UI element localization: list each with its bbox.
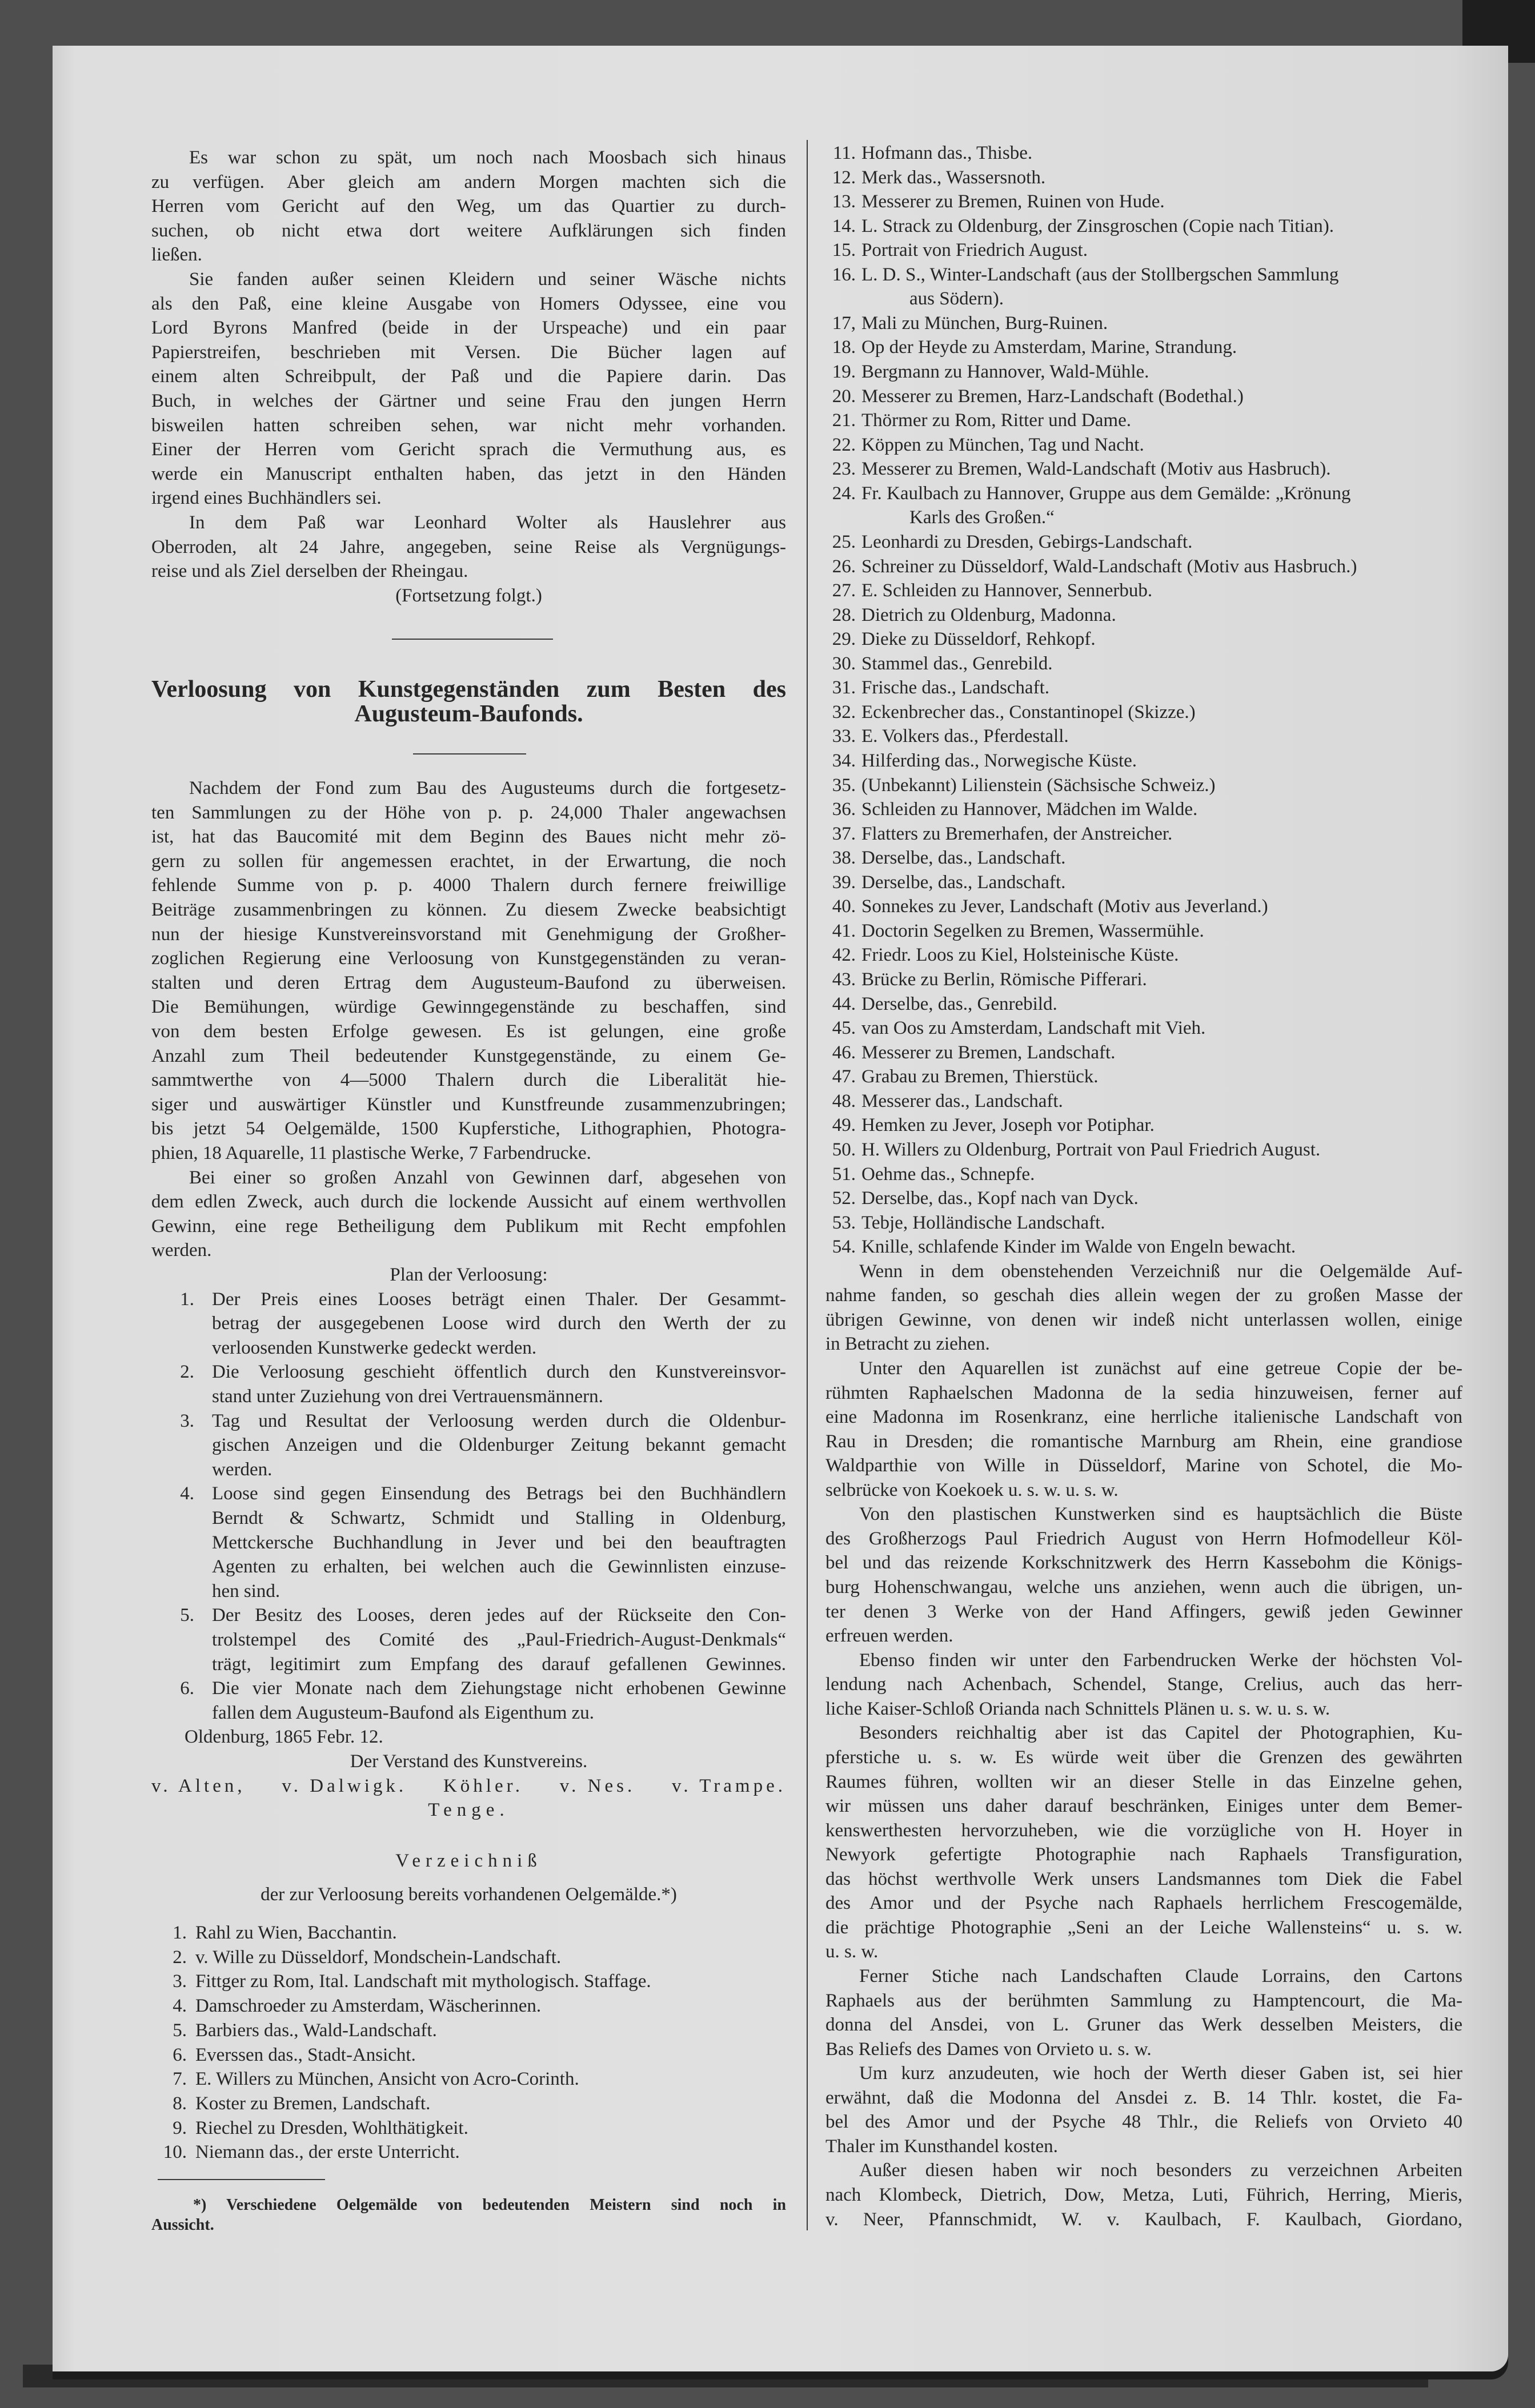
paragraph-line: zoglichen Regierung eine Verloosung von Kunstgegenständen zu veran-: [151, 948, 786, 969]
list-item-text: Flatters zu Bremerhafen, der Anstreicher.: [861, 823, 1173, 844]
list-item-text: Everssen das., Stadt-Ansicht.: [195, 2044, 416, 2065]
list-item-text: Friedr. Loos zu Kiel, Holsteinische Küste.: [861, 945, 1179, 966]
list-item-text: Messerer zu Bremen, Harz-Landschaft (Bodethal.): [861, 386, 1244, 407]
paragraph-line: erwähnt, daß die Modonna del Ansdei z. B. 14 Thlr. kostet, die Fa-: [825, 2087, 1462, 2108]
paragraph-line: rühmten Raphaelschen Madonna de la sedia hinzuweisen, ferner auf: [825, 1382, 1462, 1403]
plan-item-line: trolstempel des Comité des „Paul-Friedrich-August-Denkmals“: [212, 1630, 786, 1650]
paragraph-line: siger und auswärtiger Künstler und Kunstfreunde zusammenzubringen;: [151, 1094, 786, 1115]
list-item-text: Mali zu München, Burg-Ruinen.: [861, 312, 1108, 334]
footnote-rule: [158, 2179, 325, 2180]
plan-item-line: fallen dem Augusteum-Baufond als Eigenthum zu.: [212, 1702, 595, 1723]
plan-item-line: Der Preis eines Looses beträgt einen Thaler. Der Gesammt-: [212, 1289, 786, 1310]
list-item-text: (Unbekannt) Lilienstein (Sächsische Schweiz.): [861, 774, 1216, 796]
paragraph-line: bis jetzt 54 Oelgemälde, 1500 Kupferstiche, Lithographien, Photogra-: [151, 1118, 786, 1139]
list-item-number: 36.: [832, 799, 856, 820]
paragraph-line: phien, 18 Aquarelle, 11 plastische Werke, 7 Farbendrucke.: [151, 1143, 591, 1163]
list-item-text: Hemken zu Jever, Joseph vor Potiphar.: [861, 1115, 1155, 1136]
plan-item-line: Tag und Resultat der Verloosung werden durch die Oldenbur-: [212, 1410, 786, 1431]
plan-item-number: 4.: [180, 1483, 194, 1504]
list-title: Verzeichniß: [395, 1851, 542, 1871]
paragraph-line: werden.: [151, 1240, 212, 1261]
paragraph-line: reise und als Ziel derselben der Rheingau.: [151, 561, 468, 582]
list-item-number: 19.: [832, 362, 856, 383]
plan-item-number: 6.: [180, 1678, 194, 1699]
list-item-text: Derselbe, das., Landschaft.: [861, 872, 1066, 893]
list-item-number: 7.: [173, 2069, 187, 2090]
signatory-name: v. Alten,: [151, 1775, 246, 1796]
list-item-number: 37.: [832, 823, 856, 844]
list-item-number: 45.: [832, 1018, 856, 1039]
paragraph-line: Wenn in dem obenstehenden Verzeichniß nur die Oelgemälde Auf-: [859, 1261, 1462, 1282]
paragraph-line: kenswerthesten hervorzuheben, wie die vorzügliche von H. Hoyer in: [825, 1820, 1462, 1841]
plan-item-line: stand unter Zuziehung von drei Vertrauensmännern.: [212, 1386, 603, 1407]
list-item-text: Frische das., Landschaft.: [861, 677, 1049, 699]
list-item-number: 51.: [832, 1163, 856, 1185]
plan-item-line: Agenten zu erhalten, bei welchen auch die Gewinnlisten einzuse-: [212, 1556, 786, 1578]
list-item-number: 15.: [832, 240, 856, 261]
section-separator: [392, 639, 553, 640]
paragraph-line: In dem Paß war Leonhard Wolter als Hauslehrer aus: [189, 512, 786, 533]
paragraph-line: erfreuen werden.: [825, 1626, 953, 1647]
footnote-line: Aussicht.: [151, 2216, 214, 2234]
paragraph-line: Ebenso finden wir unter den Farbendrucken Werke der höchsten Vol-: [859, 1650, 1462, 1671]
list-item-text: Riechel zu Dresden, Wohlthätigkeit.: [195, 2117, 468, 2138]
plan-item-line: Die Verloosung geschieht öffentlich durch den Kunstvereinsvor-: [212, 1362, 786, 1383]
list-item-number: 5.: [173, 2020, 187, 2041]
paragraph-line: Anzahl zum Theil bedeutender Kunstgegenstände, zu einem Ge-: [151, 1045, 786, 1066]
list-item-number: 35.: [832, 774, 856, 796]
paragraph-line: Sie fanden außer seinen Kleidern und seiner Wäsche nichts: [189, 269, 786, 290]
section-separator: [413, 753, 526, 754]
list-item-text: Leonhardi zu Dresden, Gebirgs-Landschaft.: [861, 531, 1193, 552]
plan-item-line: Die vier Monate nach dem Ziehungstage nicht erhobenen Gewinne: [212, 1678, 786, 1699]
signatory-name: Köhler.: [443, 1775, 524, 1796]
list-item-text: Koster zu Bremen, Landschaft.: [195, 2093, 431, 2114]
signatory-name: v. Dalwigk.: [282, 1775, 407, 1796]
paragraph-line: als den Paß, eine kleine Ausgabe von Homers Odyssee, eine vou: [151, 293, 786, 314]
paragraph-line: ist, hat das Baucomité mit dem Beginn des Baues nicht mehr zö-: [151, 826, 786, 848]
list-item-number: 53.: [832, 1212, 856, 1233]
list-item-number: 34.: [832, 751, 856, 771]
paragraph-line: Papierstreifen, beschrieben mit Versen. Die Bücher lagen auf: [151, 342, 786, 363]
list-item-number: 49.: [832, 1115, 856, 1136]
list-item-text: Barbiers das., Wald-Landschaft.: [195, 2020, 437, 2041]
list-item-text: Messerer zu Bremen, Ruinen von Hude.: [861, 191, 1165, 212]
list-item-text: Derselbe, das., Landschaft.: [861, 848, 1066, 869]
paragraph-line: ter denen 3 Werke von der Hand Affingers, gewiß jeden Gewinner: [825, 1601, 1462, 1622]
list-item-number: 21.: [832, 410, 856, 431]
list-item-text: Thörmer zu Rom, Ritter und Dame.: [861, 410, 1131, 431]
list-item-number: 24.: [832, 483, 856, 504]
paragraph-line: Es war schon zu spät, um noch nach Moosbach sich hinaus: [189, 147, 786, 168]
paragraph-line: bisweilen hatten schreiben sehen, war nicht mehr vorhanden.: [151, 415, 786, 436]
paragraph-line: fehlende Summe von p. p. 4000 Thalern durch fernere freiwillige: [151, 875, 786, 896]
list-item-number: 46.: [832, 1042, 856, 1063]
list-item-text: Fr. Kaulbach zu Hannover, Gruppe aus dem Gemälde: „Krönung: [861, 483, 1351, 504]
list-item-number: 33.: [832, 726, 856, 747]
list-item-number: 17,: [832, 312, 856, 334]
list-item-number: 41.: [832, 920, 856, 941]
list-item-text: Derselbe, das., Kopf nach van Dyck.: [861, 1188, 1139, 1209]
list-item-number: 28.: [832, 604, 856, 625]
paragraph-line: in Betracht zu ziehen.: [825, 1334, 990, 1355]
plan-item-number: 2.: [180, 1362, 194, 1383]
list-item-text: Fittger zu Rom, Ital. Landschaft mit mythologisch. Staffage.: [195, 1971, 651, 1992]
paragraph-line: Unter den Aquarellen ist zunächst auf eine getreue Copie der be-: [859, 1358, 1462, 1379]
list-item-number: 13.: [832, 191, 856, 212]
plan-item-line: Berndt & Schwartz, Schmidt und Stalling in Oldenburg,: [212, 1508, 786, 1528]
paragraph-line: dem edlen Zweck, auch durch die lockende Aussicht auf einem werthvollen: [151, 1191, 786, 1213]
paragraph-line: des Großherzogs Paul Friedrich August von Herrn Hofmodelleur Köl-: [825, 1528, 1462, 1549]
list-item-number: 10.: [163, 2142, 187, 2163]
list-item-text: E. Volkers das., Pferdestall.: [861, 726, 1069, 747]
list-item-text: Derselbe, das., Genrebild.: [861, 993, 1057, 1014]
footnote-line: *) Verschiedene Oelgemälde von bedeutenden Meistern sind noch in: [193, 2196, 786, 2214]
list-item-number: 11.: [832, 143, 856, 163]
paragraph-line: werde ein Manuscript enthalten haben, das jetzt in den Händen: [151, 463, 786, 484]
signatory-heading: Der Verstand des Kunstvereins.: [350, 1751, 588, 1772]
list-item-number: 50.: [832, 1139, 856, 1160]
paragraph-line: liche Kaiser-Schloß Orianda nach Schnittels Plänen u. s. w. u. s. w.: [825, 1698, 1330, 1719]
list-item-number: 40.: [832, 896, 856, 917]
plan-item-line: Loose sind gegen Einsendung des Betrags bei den Buchhändlern: [212, 1483, 786, 1504]
paragraph-line: Thaler im Kunsthandel kosten.: [825, 2136, 1058, 2157]
paragraph-line: von dem besten Erfolge gewesen. Es ist gelungen, eine große: [151, 1021, 786, 1042]
paragraph-line: Rau in Dresden; die romantische Marnburg am Rhein, eine grandiose: [825, 1431, 1462, 1452]
list-item-number: 27.: [832, 580, 856, 601]
list-item-text: Doctorin Segelken zu Bremen, Wassermühle.: [861, 920, 1204, 941]
article-title: Verloosung von Kunstgegenständen zum Besten des: [151, 676, 786, 703]
list-item-text: Niemann das., der erste Unterricht.: [195, 2142, 460, 2163]
plan-item-line: gischen Anzeigen und die Oldenburger Zeitung bekannt gemacht: [212, 1435, 786, 1456]
list-item-text: v. Wille zu Düsseldorf, Mondschein-Landschaft.: [195, 1947, 562, 1968]
paragraph-line: Nachdem der Fond zum Bau des Augusteums durch die fortgesetz-: [189, 778, 786, 798]
list-item-number: 3.: [173, 1971, 187, 1992]
list-item-text: Op der Heyde zu Amsterdam, Marine, Strandung.: [861, 337, 1237, 358]
paragraph-line: nahme fanden, so geschah dies allein wegen der zu großen Masse der: [825, 1285, 1462, 1306]
list-item-number: 18.: [832, 337, 856, 358]
list-item-text: Knille, schlafende Kinder im Walde von Engeln bewacht.: [861, 1237, 1296, 1258]
list-item-text: Hofmann das., Thisbe.: [861, 143, 1033, 163]
list-item-number: 4.: [173, 1996, 187, 2017]
list-item-text: Sonnekes zu Jever, Landschaft (Motiv aus Jeverland.): [861, 896, 1268, 917]
list-item-text: Hilferding das., Norwegische Küste.: [861, 751, 1137, 771]
paragraph-line: irgend eines Buchhändlers sei.: [151, 488, 382, 509]
paragraph-line: eine Madonna im Rosenkranz, eine herrliche italienische Landschaft von: [825, 1407, 1462, 1428]
list-item-text: L. Strack zu Oldenburg, der Zinsgroschen (Copie nach Titian).: [861, 215, 1334, 236]
list-item-number: 2.: [173, 1947, 187, 1968]
list-item-number: 47.: [832, 1066, 856, 1087]
paragraph-line: u. s. w.: [825, 1941, 879, 1962]
list-item-number: 6.: [173, 2044, 187, 2065]
list-item-number: 32.: [832, 701, 856, 723]
paragraph-line: wir müssen uns daher darauf beschränken, Einiges unter dem Bemer-: [825, 1796, 1462, 1817]
list-item-number: 42.: [832, 945, 856, 966]
paragraph-line: die prächtige Photographie „Seni an der Leiche Wallensteins“ u. s. w.: [825, 1917, 1462, 1938]
list-item-text: Messerer zu Bremen, Landschaft.: [861, 1042, 1116, 1063]
list-item-text: Schreiner zu Düsseldorf, Wald-Landschaft (Motiv aus Hasbruch.): [861, 556, 1357, 577]
list-item-text: Köppen zu München, Tag und Nacht.: [861, 434, 1144, 455]
paragraph-line: übrigen Gewinne, von denen wir indeß nicht unterlassen wollen, einige: [825, 1309, 1462, 1330]
plan-item-number: 5.: [180, 1605, 194, 1626]
list-item-number: 9.: [173, 2117, 187, 2138]
continuation-note: (Fortsetzung folgt.): [395, 585, 542, 606]
list-item-number: 52.: [832, 1188, 856, 1209]
list-item-number: 39.: [832, 872, 856, 893]
list-item-number: 31.: [832, 677, 856, 699]
paragraph-line: donna del Ansdei, von L. Gruner das Werk desselben Meisters, die: [825, 2014, 1462, 2036]
article-title: Augusteum-Baufonds.: [354, 701, 583, 727]
list-item-text: aus Södern).: [909, 288, 1004, 310]
paragraph-line: ten Sammlungen zu der Höhe von p. p. 24,000 Thaler angewachsen: [151, 802, 786, 823]
paragraph-line: Herren vom Gericht auf den Weg, um das Quartier zu durch-: [151, 196, 786, 217]
plan-item-number: 3.: [180, 1410, 194, 1431]
plan-item-line: verloosenden Kunstwerke gedeckt werden.: [212, 1337, 537, 1358]
list-item-text: van Oos zu Amsterdam, Landschaft mit Vieh.: [861, 1018, 1206, 1039]
signatory-name: v. Trampe.: [672, 1775, 786, 1796]
signatory-name: Tenge.: [428, 1800, 510, 1821]
list-item-text: Bergmann zu Hannover, Wald-Mühle.: [861, 362, 1149, 383]
list-item-number: 12.: [832, 167, 856, 188]
list-item-text: Grabau zu Bremen, Thierstück.: [861, 1066, 1099, 1087]
list-item-number: 8.: [173, 2093, 187, 2114]
paragraph-line: Beiträge zusammenbringen zu können. Zu diesem Zwecke beabsichtigt: [151, 900, 786, 920]
plan-title: Plan der Verloosung:: [390, 1265, 548, 1285]
list-item-number: 29.: [832, 629, 856, 650]
list-item-text: L. D. S., Winter-Landschaft (aus der Stollbergschen Sammlung: [861, 264, 1339, 285]
paragraph-line: burg Hohenschwangau, welche uns anziehen, wenn auch die übrigen, un-: [825, 1577, 1462, 1598]
paragraph-line: Um kurz anzudeuten, wie hoch der Werth dieser Gaben ist, sei hier: [859, 2063, 1462, 2084]
plan-item-number: 1.: [180, 1289, 194, 1310]
column-divider: [807, 140, 808, 2230]
paragraph-line: bel und das reizende Korkschnitzwerk des Herrn Kassebohm die Königs-: [825, 1552, 1462, 1574]
list-item-number: 16.: [832, 264, 856, 285]
list-item-number: 20.: [832, 386, 856, 407]
list-item-text: Karls des Großen.“: [909, 507, 1055, 528]
paragraph-line: Oberroden, alt 24 Jahre, angegeben, seine Reise als Vergnügungs-: [151, 536, 786, 557]
list-item-text: E. Schleiden zu Hannover, Sennerbub.: [861, 580, 1153, 601]
paragraph-line: einem alten Schreibpult, der Paß und die Papiere darin. Das: [151, 366, 786, 387]
paragraph-line: Lord Byrons Manfred (beide in der Urspeache) und ein paar: [151, 318, 786, 339]
list-item-number: 26.: [832, 556, 856, 577]
list-item-number: 1.: [173, 1923, 187, 1943]
paragraph-line: ließen.: [151, 244, 202, 266]
paragraph-line: des Amor und der Psyche nach Raphaels herrlichem Frescogemälde,: [825, 1893, 1462, 1914]
paragraph-line: pferstiche u. s. w. Es würde weit über die Grenzen des gewährten: [825, 1747, 1462, 1768]
paragraph-line: Raumes führen, wollten wir an dieser Stelle in das Einzelne gehen,: [825, 1771, 1462, 1792]
paragraph-line: Die Bemühungen, würdige Gewinngegenstände zu beschaffen, sind: [151, 997, 786, 1018]
list-item-number: 14.: [832, 215, 856, 236]
list-item-text: Eckenbrecher das., Constantinopel (Skizze.): [861, 701, 1196, 723]
plan-item-line: hen sind.: [212, 1580, 280, 1602]
list-item-number: 22.: [832, 434, 856, 455]
paragraph-line: suchen, ob nicht etwa dort weitere Aufklärungen sich finden: [151, 220, 786, 241]
paragraph-line: zu verfügen. Aber gleich am andern Morgen machten sich die: [151, 171, 786, 192]
list-item-text: Dietrich zu Oldenburg, Madonna.: [861, 604, 1116, 625]
paragraph-line: Von den plastischen Kunstwerken sind es hauptsächlich die Büste: [859, 1504, 1462, 1525]
list-subtitle: der zur Verloosung bereits vorhandenen Oelgemälde.*): [260, 1884, 677, 1905]
list-item-number: 54.: [832, 1237, 856, 1258]
paragraph-line: Bas Reliefs des Dames von Orvieto u. s. w.: [825, 2038, 1152, 2060]
paragraph-line: Raphaels aus der berühmten Sammlung zu Hamptencourt, die Ma-: [825, 1990, 1462, 2011]
paragraph-line: gern zu sollen für angemessen erachtet, in der Erwartung, die noch: [151, 850, 786, 872]
list-item-number: 48.: [832, 1090, 856, 1111]
list-item-text: H. Willers zu Oldenburg, Portrait von Paul Friedrich August.: [861, 1139, 1321, 1160]
list-item-text: Messerer zu Bremen, Wald-Landschaft (Motiv aus Hasbruch).: [861, 459, 1331, 480]
paragraph-line: Einer der Herren vom Gericht sprach die Vermuthung aus, es: [151, 439, 786, 460]
list-item-number: 25.: [832, 531, 856, 552]
paragraph-line: das höchst werthvolle Werk unsers Landsmannes tom Diek die Fabel: [825, 1868, 1462, 1889]
paragraph-line: selbrücke von Koekoek u. s. w. u. s. w.: [825, 1479, 1119, 1500]
paragraph-line: stalten und deren Ertrag dem Augusteum-Baufond zu überweisen.: [151, 972, 786, 993]
list-item-number: 23.: [832, 459, 856, 480]
paragraph-line: Gewinn, eine rege Betheiligung dem Publikum mit Recht empfohlen: [151, 1215, 786, 1237]
plan-item-line: trägt, legitimirt zum Empfang des darauf gefallenen Gewinnes.: [212, 1654, 786, 1675]
paragraph-line: Newyork gefertigte Photographie nach Raphaels Transfiguration,: [825, 1844, 1462, 1865]
paragraph-line: nach Klombeck, Dietrich, Dow, Metza, Luti, Führich, Herring, Mieris,: [825, 2185, 1462, 2206]
list-item-text: Brücke zu Berlin, Römische Pifferari.: [861, 969, 1147, 990]
dateline: Oldenburg, 1865 Febr. 12.: [185, 1727, 383, 1748]
list-item-number: 38.: [832, 848, 856, 869]
list-item-number: 30.: [832, 653, 856, 674]
paragraph-line: Besonders reichhaltig aber ist das Capitel der Photographien, Ku-: [859, 1723, 1462, 1744]
paragraph-line: Waldparthie von Wille in Düsseldorf, Marine von Schotel, die Mo-: [825, 1455, 1462, 1476]
list-item-text: E. Willers zu München, Ansicht von Acro-Corinth.: [195, 2069, 579, 2090]
paragraph-line: nun der hiesige Kunstvereinsvorstand mit Genehmigung der Großher-: [151, 924, 786, 945]
list-item-text: Damschroeder zu Amsterdam, Wäscherinnen.: [195, 1996, 542, 2017]
signatories: [151, 1772, 786, 1800]
paragraph-line: lendung nach Achenbach, Schendel, Stange, Crelius, auch das herr-: [825, 1674, 1462, 1695]
paragraph-line: Ferner Stiche nach Landschaften Claude Lorrains, den Cartons: [859, 1966, 1462, 1986]
list-item-text: Schleiden zu Hannover, Mädchen im Walde.: [861, 799, 1198, 820]
plan-item-line: Der Besitz des Looses, deren jedes auf der Rückseite den Con-: [212, 1605, 786, 1626]
paragraph-line: Buch, in welches der Gärtner und seine Frau den jungen Herrn: [151, 391, 786, 411]
list-item-text: Messerer das., Landschaft.: [861, 1090, 1063, 1111]
list-item-text: Merk das., Wassersnoth.: [861, 167, 1046, 188]
plan-item-line: Mettckersche Buchhandlung in Jever und bei den beauftragten: [212, 1532, 786, 1553]
list-item-text: Tebje, Holländische Landschaft.: [861, 1212, 1105, 1233]
list-item-text: Rahl zu Wien, Bacchantin.: [195, 1923, 397, 1943]
list-item-number: 43.: [832, 969, 856, 990]
paragraph-line: Außer diesen haben wir noch besonders zu verzeichnen Arbeiten: [859, 2160, 1462, 2181]
paragraph-line: sammtwerthe von 4—5000 Thalern durch die Liberalität hie-: [151, 1070, 786, 1091]
list-item-text: Stammel das., Genrebild.: [861, 653, 1053, 674]
signatory-name: v. Nes.: [559, 1775, 636, 1796]
list-item-number: 44.: [832, 993, 856, 1014]
plan-item-line: betrag der ausgegebenen Loose wird durch den Werth der zu: [212, 1313, 786, 1334]
paragraph-line: bel des Amor und der Psyche 48 Thlr., die Reliefs von Orvieto 40: [825, 2112, 1462, 2133]
plan-item-line: werden.: [212, 1459, 272, 1480]
list-item-text: Dieke zu Düsseldorf, Rehkopf.: [861, 629, 1096, 650]
paragraph-line: Bei einer so großen Anzahl von Gewinnen darf, abgesehen von: [189, 1167, 786, 1188]
paragraph-line: v. Neer, Pfannschmidt, W. v. Kaulbach, F. Kaulbach, Giordano,: [825, 2209, 1462, 2230]
list-item-text: Portrait von Friedrich August.: [861, 240, 1088, 261]
list-item-text: Oehme das., Schnepfe.: [861, 1163, 1035, 1185]
